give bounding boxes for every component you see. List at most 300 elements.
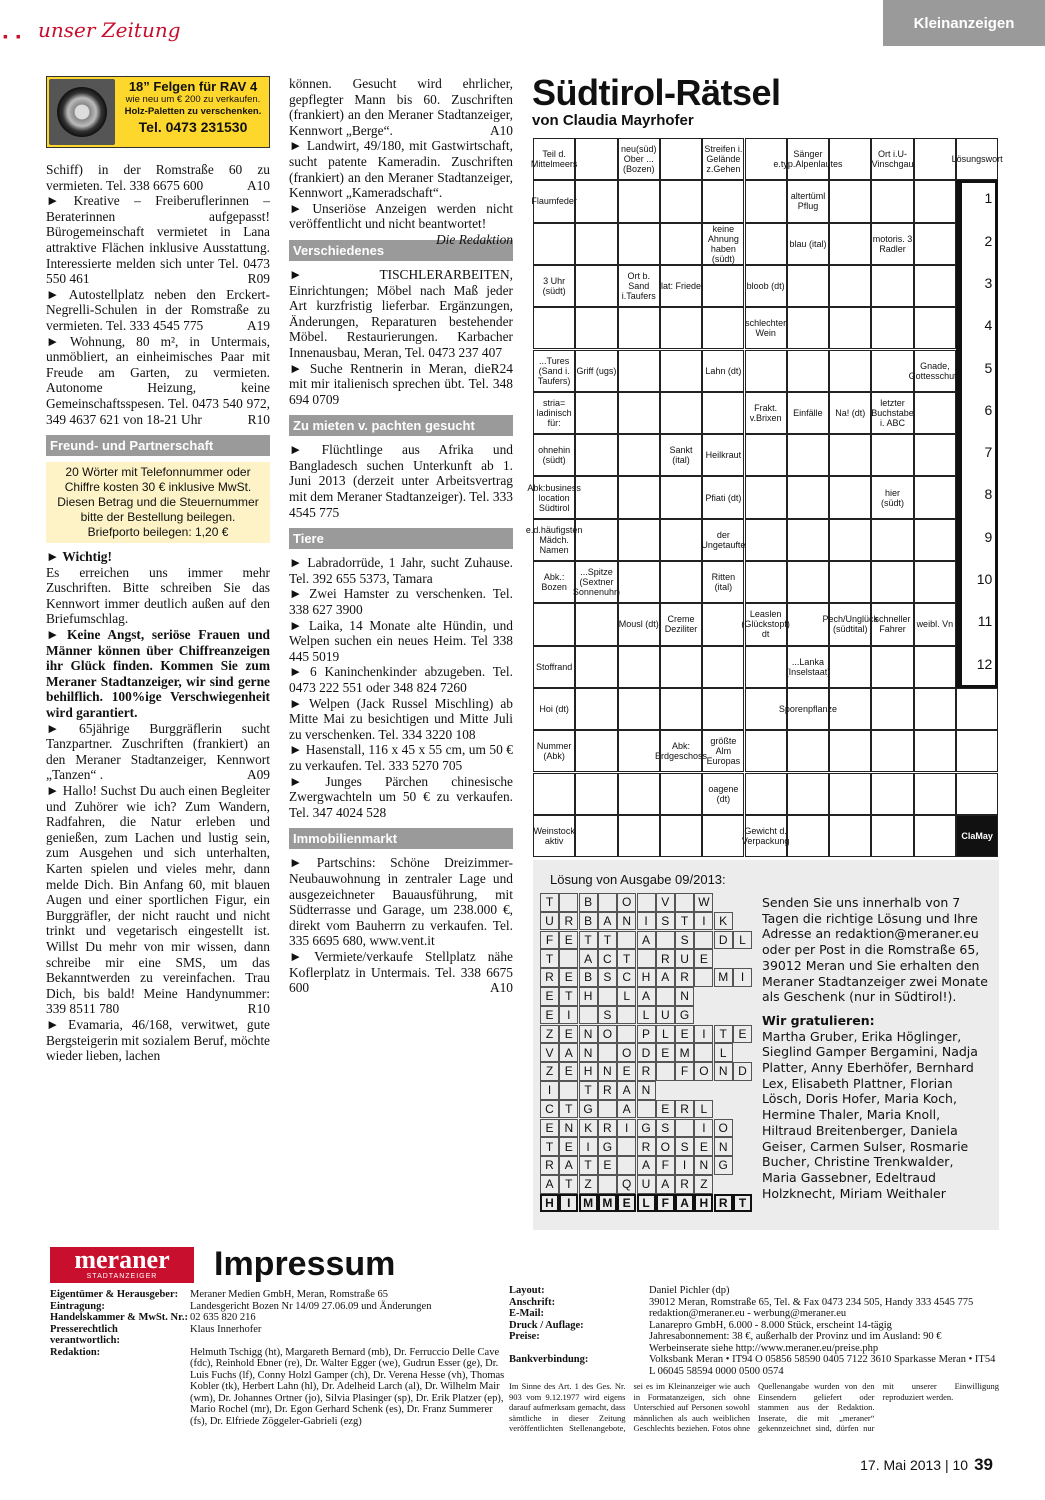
solution-cell xyxy=(559,893,578,912)
solution-cell: A xyxy=(617,1081,636,1100)
tire-ad xyxy=(46,76,270,148)
answer-cell[interactable] xyxy=(745,350,787,392)
clue-cell: Streifen i. Gelände z.Gehen xyxy=(702,138,744,180)
answer-cell[interactable] xyxy=(575,476,617,518)
clue-cell: Sporenpflanze xyxy=(787,688,829,730)
answer-cell[interactable] xyxy=(787,307,829,349)
solution-cell xyxy=(656,987,675,1006)
answer-cell[interactable] xyxy=(914,307,956,349)
clue-cell: Ort b. Sand i.Taufers xyxy=(618,265,660,307)
solution-cell: Z xyxy=(579,1175,598,1194)
solution-cell: R xyxy=(675,968,694,987)
solution-cell: F xyxy=(656,1156,675,1175)
impressum-row xyxy=(50,1324,505,1347)
clue-cell: ...Lanka (Inselstaat) xyxy=(787,646,829,688)
section-tab: Kleinanzeigen xyxy=(883,0,1045,46)
answer-cell[interactable] xyxy=(745,223,787,265)
solution-number: 3 xyxy=(984,274,993,291)
solution-cell: B xyxy=(579,968,598,987)
solution-cell: L xyxy=(656,1025,675,1044)
answer-cell[interactable] xyxy=(829,265,871,307)
answer-cell[interactable] xyxy=(575,603,617,645)
answer-cell[interactable] xyxy=(745,434,787,476)
page-number: 39 xyxy=(974,1455,993,1474)
classifieds-column-2 xyxy=(289,76,513,996)
clue-cell: bloob (dt) xyxy=(745,265,787,307)
solution-cell: S xyxy=(598,1006,617,1025)
ad-text: ► Wohnung, 80 m², in Untermais, unmöbliert, an einheimisches Paar mit Freude am Garten, zu vermieten. Autonome Heizung, keine Gemeinschaftsspesen. Tel. 0473 540 972, 349 4637 621 von 18-21 Uhr xyxy=(46,333,270,427)
answer-cell[interactable] xyxy=(618,519,660,561)
answer-cell[interactable] xyxy=(787,730,829,772)
answer-cell[interactable] xyxy=(871,519,913,561)
solution-cell: R xyxy=(675,1175,694,1194)
solution-cell: Z xyxy=(694,1175,713,1194)
solution-cell: E xyxy=(598,1156,617,1175)
section-header: Tiere xyxy=(289,528,513,549)
answer-cell[interactable] xyxy=(660,773,702,815)
answer-cell[interactable] xyxy=(660,223,702,265)
solution-cell: T xyxy=(540,949,559,968)
solution-cell: K xyxy=(714,912,733,931)
solution-number: 1 xyxy=(984,190,993,207)
answer-cell[interactable] xyxy=(575,688,617,730)
clue-cell: Pech/Unglück (südtital) xyxy=(829,603,871,645)
solution-number: 4 xyxy=(984,317,993,334)
answer-cell[interactable] xyxy=(575,392,617,434)
solution-cell xyxy=(598,893,617,912)
ad-text: ► Laika, 14 Monate alte Hündin, und Welpen suchen ein neues Heim. Tel 338 445 5019 xyxy=(289,617,513,664)
clue-cell: Einfälle xyxy=(787,392,829,434)
answer-cell[interactable] xyxy=(914,434,956,476)
answer-cell[interactable] xyxy=(871,815,913,857)
impressum-key: Preise: xyxy=(509,1331,540,1342)
solution-cell: T xyxy=(540,893,559,912)
solution-cell: L xyxy=(733,931,752,950)
solution-cell: G xyxy=(714,1156,733,1175)
answer-cell[interactable] xyxy=(871,773,913,815)
impressum-key: E-Mail: xyxy=(509,1308,544,1319)
answer-cell[interactable] xyxy=(871,688,913,730)
clue-cell: Abk.: Bozen xyxy=(533,561,575,603)
solution-cell: A xyxy=(579,949,598,968)
answer-cell[interactable] xyxy=(618,688,660,730)
answer-cell[interactable] xyxy=(745,688,787,730)
answer-cell[interactable] xyxy=(660,476,702,518)
answer-cell[interactable] xyxy=(575,138,617,180)
answer-cell[interactable] xyxy=(829,434,871,476)
answer-cell[interactable] xyxy=(829,646,871,688)
solution-cell: T xyxy=(579,1156,598,1175)
answer-cell[interactable] xyxy=(745,730,787,772)
clue-cell: Hoi (dt) xyxy=(533,688,575,730)
answer-cell[interactable] xyxy=(956,688,998,730)
solution-cell: E xyxy=(540,987,559,1006)
solution-cell: B xyxy=(579,893,598,912)
solution-cell: N xyxy=(579,1025,598,1044)
answer-cell[interactable] xyxy=(829,476,871,518)
answer-cell[interactable] xyxy=(829,773,871,815)
solution-cell xyxy=(694,968,713,987)
answer-cell[interactable] xyxy=(871,434,913,476)
answer-cell[interactable] xyxy=(914,180,956,222)
answer-cell[interactable] xyxy=(575,307,617,349)
answer-cell[interactable] xyxy=(618,476,660,518)
answer-cell[interactable] xyxy=(914,392,956,434)
solution-cell: A xyxy=(675,1194,694,1213)
impressum-row xyxy=(509,1308,999,1320)
answer-cell[interactable] xyxy=(787,476,829,518)
ad-text: ► Autostellplatz neben den Erckert-Negrelli-Schulen in der Romstraße zu vermieten. Tel. 333 4545 775 xyxy=(46,286,270,333)
answer-cell[interactable] xyxy=(702,307,744,349)
solution-cell xyxy=(694,1043,713,1062)
solution-cell: A xyxy=(559,1043,578,1062)
info-line: 20 Wörter mit Telefonnummer oder Chiffre kosten 30 € inklusive MwSt. xyxy=(64,465,252,495)
answer-cell[interactable] xyxy=(702,392,744,434)
clue-cell: Sankt (ital) xyxy=(660,434,702,476)
answer-cell[interactable] xyxy=(745,646,787,688)
ad-text: ► 65jährige Burggräflerin sucht Tanzpartner. Zuschriften (frankiert) an den Meraner Stadtanzeiger, Kennwort „Tanzen“ . xyxy=(46,720,270,783)
clue-cell: Gewicht d. Verpackung xyxy=(745,815,787,857)
answer-cell[interactable] xyxy=(533,603,575,645)
ad-text: ► Flüchtlinge aus Afrika und Bangladesch suchen Unterkunft ab 1. Juni 2013 (derzeit unter Arbeitsvertrag mit dem Meraner Stadtanzeiger). Tel. 333 4545 775 xyxy=(289,442,513,520)
answer-cell[interactable] xyxy=(618,815,660,857)
solution-cell: A xyxy=(656,1175,675,1194)
solution-cell: C xyxy=(540,1100,559,1119)
ad-text: ► Kreative – Freiberuflerinnen – Beraterinnen aufgepasst! Bürogemeinschaft vermietet in Lana attraktive Flächen inklusive Ausstattung. Interessierte melden sich unter Tel. 0473 550 461 xyxy=(46,193,270,287)
answer-cell[interactable] xyxy=(871,646,913,688)
solution-cell: T xyxy=(559,1175,578,1194)
ad-code: A09 xyxy=(246,767,270,783)
answer-cell[interactable] xyxy=(829,350,871,392)
solution-cell: M xyxy=(714,968,733,987)
solution-cell: R xyxy=(714,1194,733,1213)
answer-cell[interactable] xyxy=(618,434,660,476)
answer-cell[interactable] xyxy=(914,773,956,815)
answer-cell[interactable] xyxy=(660,350,702,392)
solution-number: 5 xyxy=(984,359,993,376)
answer-cell[interactable] xyxy=(745,519,787,561)
ad-text: ► Keine Angst, seriöse Frauen und Männer können über Chiffreanzeigen ihr Glück finden. Kommen Sie zum Meraner Stadtanzeiger, wir sind gerne behilflich. 100%ige Verschwiegenheit wird garantiert. xyxy=(46,627,270,721)
clue-cell: altertüml Pflug xyxy=(787,180,829,222)
answer-cell[interactable] xyxy=(618,646,660,688)
solution-cell: R xyxy=(540,968,559,987)
answer-cell[interactable] xyxy=(575,180,617,222)
ad-text: können. Gesucht wird ehrlicher, gepflegter Mann bis 60. Zuschriften (frankiert) an den Meraner Stadtanzeiger, Kennwort „Berge“. xyxy=(289,76,513,138)
solution-number: 11 xyxy=(977,613,993,630)
solution-cell: E xyxy=(559,1062,578,1081)
solution-cell: E xyxy=(675,1025,694,1044)
impressum-row xyxy=(50,1289,505,1301)
solution-cell: R xyxy=(656,949,675,968)
winners-heading: Wir gratulieren: xyxy=(762,1012,875,1028)
solution-cell: N xyxy=(714,1062,733,1081)
solution-cell: E xyxy=(617,1062,636,1081)
answer-cell[interactable] xyxy=(829,180,871,222)
clue-cell: Heilkraut xyxy=(702,434,744,476)
answer-cell[interactable] xyxy=(702,646,744,688)
solution-cell: A xyxy=(598,912,617,931)
impressum-value: Jahresabonnement: 38 €, außerhalb der Provinz und im Ausland: 90 € Werbeinserate siehe http://www.meraner.eu/preise.php xyxy=(649,1331,942,1354)
ad-code: A10 xyxy=(489,122,513,138)
solution-cell: N xyxy=(598,1062,617,1081)
answer-cell[interactable] xyxy=(914,223,956,265)
answer-cell[interactable] xyxy=(956,730,998,772)
solution-cell: N xyxy=(694,1156,713,1175)
clue-cell: ohnehin (südt) xyxy=(533,434,575,476)
clue-cell: schlechter Wein xyxy=(745,307,787,349)
answer-cell[interactable] xyxy=(914,265,956,307)
clue-cell: schneller Fahrer xyxy=(871,603,913,645)
solution-cell: U xyxy=(675,949,694,968)
solution-cell: Z xyxy=(540,1025,559,1044)
answer-cell[interactable] xyxy=(871,730,913,772)
solution-cell: Q xyxy=(617,1175,636,1194)
crossword-grid xyxy=(525,138,1003,858)
impressum-value: Lanarepro GmbH, 6.000 - 8.000 Stück, erscheint 14-tägig xyxy=(649,1319,892,1331)
solution-cell: O xyxy=(617,1043,636,1062)
answer-cell[interactable] xyxy=(660,646,702,688)
clue-cell: ...Spitze (Sextner Sonnenuhr) xyxy=(575,561,617,603)
solution-cell: A xyxy=(637,1156,656,1175)
solution-word-header: Lösungswort xyxy=(956,138,998,180)
answer-cell[interactable] xyxy=(618,773,660,815)
solution-cell xyxy=(617,931,636,950)
solution-cell: N xyxy=(675,987,694,1006)
answer-cell[interactable] xyxy=(575,434,617,476)
answer-cell[interactable] xyxy=(575,815,617,857)
answer-cell[interactable] xyxy=(702,815,744,857)
solution-cell: Z xyxy=(540,1062,559,1081)
answer-cell[interactable] xyxy=(660,307,702,349)
answer-cell[interactable] xyxy=(787,434,829,476)
ad-text: ► Vermiete/verkaufe Stellplatz nähe Koflerplatz in Untermais. Tel. 338 6675 600 xyxy=(289,948,513,996)
answer-cell[interactable] xyxy=(914,476,956,518)
answer-cell[interactable] xyxy=(914,138,956,180)
clue-cell: Griff (ugs) xyxy=(575,350,617,392)
answer-cell[interactable] xyxy=(787,519,829,561)
solution-number: 8 xyxy=(984,486,993,503)
solution-cell: N xyxy=(617,912,636,931)
answer-cell[interactable] xyxy=(660,180,702,222)
answer-cell[interactable] xyxy=(533,223,575,265)
impressum-key: Bankverbindung: xyxy=(509,1354,589,1365)
impressum-key: Eigentümer & Herausgeber: xyxy=(50,1289,179,1300)
answer-cell[interactable] xyxy=(533,307,575,349)
solution-cell: I xyxy=(637,912,656,931)
solution-cell: S xyxy=(675,1137,694,1156)
answer-cell[interactable] xyxy=(660,519,702,561)
answer-cell[interactable] xyxy=(787,773,829,815)
answer-cell[interactable] xyxy=(829,307,871,349)
ad-text: ► Junges Pärchen chinesische Zwergwachteln um 50 € zu verkaufen. Tel. 347 4024 528 xyxy=(289,773,513,820)
answer-cell[interactable] xyxy=(787,603,829,645)
legal-notice: Im Sinne des Art. 1 des Ges. Nr. 903 vom 9.12.1977 wird eigens darauf aufmerksam gemacht, dass sämtliche in dieser Zeitung veröffentlichten Stellenangebote, sei es im Kleinanzeiger wie auch in Formatanzeigen, sich ohne Unterschied auf Personen sowohl männlichen als auch weiblichen Geschlechts beziehen. Fotos ohne Quellenangabe wurden von den Einsendern geliefert oder stammen aus der Redaktion. Inserate, die mit „meraner“ gekennzeichnet sind, dürfen nur mit unserer Einwilligung reproduziert werden. xyxy=(509,1381,999,1433)
solution-cell: M xyxy=(598,1194,617,1213)
impressum-key: Anschrift: xyxy=(509,1296,556,1308)
answer-cell[interactable] xyxy=(618,730,660,772)
answer-cell[interactable] xyxy=(660,815,702,857)
impressum-value: Klaus Innerhofer xyxy=(190,1323,262,1335)
solution-cell: S xyxy=(598,968,617,987)
solution-cell: A xyxy=(540,1175,559,1194)
answer-cell[interactable] xyxy=(618,223,660,265)
answer-cell[interactable] xyxy=(914,561,956,603)
answer-cell[interactable] xyxy=(575,265,617,307)
answer-cell[interactable] xyxy=(787,350,829,392)
clue-cell: Lahn (dt) xyxy=(702,350,744,392)
answer-cell[interactable] xyxy=(914,730,956,772)
answer-cell[interactable] xyxy=(829,223,871,265)
solution-cell xyxy=(598,1175,617,1194)
clue-cell: Ritten (ital) xyxy=(702,561,744,603)
solution-cell: T xyxy=(559,987,578,1006)
answer-cell[interactable] xyxy=(787,265,829,307)
solution-cell xyxy=(694,931,713,950)
solution-cell: S xyxy=(675,931,694,950)
impressum-left xyxy=(50,1289,505,1427)
answer-cell[interactable] xyxy=(702,688,744,730)
solution-cell: E xyxy=(694,949,713,968)
solution-cell: E xyxy=(559,968,578,987)
answer-cell[interactable] xyxy=(829,138,871,180)
solution-cell: T xyxy=(579,1081,598,1100)
answer-cell[interactable] xyxy=(702,265,744,307)
meraner-logo xyxy=(50,1247,194,1283)
answer-cell[interactable] xyxy=(914,815,956,857)
answer-cell[interactable] xyxy=(745,773,787,815)
solution-cell: E xyxy=(656,1043,675,1062)
answer-cell[interactable] xyxy=(618,561,660,603)
answer-cell[interactable] xyxy=(660,392,702,434)
solution-cell: R xyxy=(637,1062,656,1081)
ad-text: ► Welpen (Jack Russel Mischling) ab Mitte Mai zu besichtigen und Mitte Juli zu verschenken. Tel. 334 3220 108 xyxy=(289,695,513,742)
solution-cell: L xyxy=(714,1043,733,1062)
answer-cell[interactable] xyxy=(575,730,617,772)
answer-cell[interactable] xyxy=(829,561,871,603)
publication-logo: unser Zeitung xyxy=(38,18,181,42)
answer-cell[interactable] xyxy=(745,476,787,518)
ad-text: ► Landwirt, 49/180, mit Gastwirtschaft, sucht patente Kameradin. Zuschriften (frankiert) an den Meraner Stadtanzeiger, Kennwort „Kameradschaft“. xyxy=(289,138,513,201)
solution-cell: E xyxy=(559,931,578,950)
solution-cell: L xyxy=(617,987,636,1006)
solution-cell: R xyxy=(637,1137,656,1156)
impressum-key: Handelskammer & MwSt. Nr.: xyxy=(50,1312,188,1323)
answer-cell[interactable] xyxy=(787,561,829,603)
ad-heading: ► Wichtig! xyxy=(46,549,112,565)
solution-cell: H xyxy=(694,1194,713,1213)
solution-cell: R xyxy=(675,1100,694,1119)
answer-cell[interactable] xyxy=(660,688,702,730)
answer-cell[interactable] xyxy=(618,392,660,434)
solution-cell: G xyxy=(579,1100,598,1119)
answer-cell[interactable] xyxy=(702,603,744,645)
answer-cell[interactable] xyxy=(914,646,956,688)
impressum-value: Helmuth Tschigg (ht), Margareth Bernard (mb), Dr. Ferruccio Delle Cave (fdc), Reinhold Ebner (re), Dr. Walter Egger (we), Gudrun Esser (ge), Dr. Luis Fuchs (lf), Conny Holzl Gamper (ch), Dr. Verena Hesse (vh), Thomas Kobler (tk), Herbert Lahn (hl), Dr. Adelheid Larch (al), Dr. Wilhelm Mair (wm), Dr. Johannes Ortner (jo), Silvia Plasinger (sp), Dr. Erik Platzer (ep), Mario Rochel (mr), Dr. Egon Gerhard Schenk (es), Dr. Franz Summerer (fs), Dr. Elfriede Zöggeler-Gabrieli (ezg) xyxy=(190,1346,505,1427)
impressum-row xyxy=(509,1354,999,1377)
solution-cell: M xyxy=(579,1194,598,1213)
answer-cell[interactable] xyxy=(829,815,871,857)
solution-word-column xyxy=(956,180,998,688)
solution-cell: I xyxy=(694,912,713,931)
solution-cell: R xyxy=(598,1081,617,1100)
answer-cell[interactable] xyxy=(829,519,871,561)
solution-cell: D xyxy=(637,1043,656,1062)
answer-cell[interactable] xyxy=(914,688,956,730)
answer-cell[interactable] xyxy=(533,773,575,815)
answer-cell[interactable] xyxy=(829,730,871,772)
answer-cell[interactable] xyxy=(618,307,660,349)
solution-cell: I xyxy=(559,1194,578,1213)
answer-cell[interactable] xyxy=(575,519,617,561)
solution-cell: N xyxy=(559,1119,578,1138)
ad-title: 18” Felgen für RAV 4 xyxy=(128,79,258,94)
ad-code: A19 xyxy=(246,317,270,333)
answer-cell[interactable] xyxy=(745,561,787,603)
answer-cell[interactable] xyxy=(871,350,913,392)
answer-cell[interactable] xyxy=(745,180,787,222)
clue-cell: Weinstock aktiv xyxy=(533,815,575,857)
clue-cell: letzter Buchstabe i. ABC xyxy=(871,392,913,434)
answer-cell[interactable] xyxy=(956,773,998,815)
answer-cell[interactable] xyxy=(660,138,702,180)
ad-sub1: wie neu um € 200 zu verkaufen. xyxy=(125,94,261,105)
answer-cell[interactable] xyxy=(829,688,871,730)
winners-list: Martha Gruber, Erika Höglinger, Sieglind Gamper Bergamini, Nadja Platter, Anny Eberhöfer, Bernhard Lex, Elisabeth Plattner, Florian Lösch, Doris Hofer, Maria Koch, Hermine Thaler, Maria Knoll, Hiltraud Breitenberger, Daniela Geiser, Carmen Sulser, Rosmarie Bucher, Christine Trenkwalder, Maria Gassebner, Edeltraud Holzknecht, Miriam Weithaler xyxy=(762,1028,978,1201)
ad-sub2: Holz-Paletten zu verschenken. xyxy=(124,106,262,117)
solution-cell xyxy=(675,893,694,912)
clue-cell: Frakt. v.Brixen xyxy=(745,392,787,434)
solution-cell: I xyxy=(540,1081,559,1100)
ad-phone: Tel. 0473 231530 xyxy=(138,119,248,135)
solution-cell: T xyxy=(559,1100,578,1119)
clue-cell: neu(süd) Ober ... (Bozen) xyxy=(618,138,660,180)
answer-cell[interactable] xyxy=(871,265,913,307)
answer-cell[interactable] xyxy=(618,350,660,392)
answer-cell[interactable] xyxy=(871,307,913,349)
answer-cell[interactable] xyxy=(575,773,617,815)
solution-number: 2 xyxy=(984,232,993,249)
solution-cell xyxy=(675,1119,694,1138)
solution-cell xyxy=(637,893,656,912)
answer-cell[interactable] xyxy=(575,223,617,265)
impressum-row xyxy=(509,1297,999,1309)
answer-cell[interactable] xyxy=(660,561,702,603)
solution-cell: H xyxy=(637,968,656,987)
answer-cell[interactable] xyxy=(575,646,617,688)
answer-cell[interactable] xyxy=(787,815,829,857)
answer-cell[interactable] xyxy=(914,519,956,561)
ad-text: ► Labradorrüde, 1 Jahr, sucht Zuhause. Tel. 392 655 5373, Tamara xyxy=(289,555,513,586)
solution-cell: G xyxy=(598,1137,617,1156)
solution-cell: A xyxy=(617,1100,636,1119)
answer-cell[interactable] xyxy=(745,138,787,180)
info-line: Diesen Betrag und die Steuernummer bitte der Bestellung beilegen. xyxy=(57,495,259,525)
impressum-row xyxy=(509,1331,999,1354)
answer-cell[interactable] xyxy=(871,561,913,603)
answer-cell[interactable] xyxy=(618,180,660,222)
answer-cell[interactable] xyxy=(871,180,913,222)
solution-cell: G xyxy=(675,1006,694,1025)
solution-number: 9 xyxy=(984,528,993,545)
answer-cell[interactable] xyxy=(702,180,744,222)
clue-cell: ...Tures (Sand i. Taufers) xyxy=(533,350,575,392)
impressum-title: Impressum xyxy=(214,1245,396,1283)
solution-cell: S xyxy=(656,1119,675,1138)
solution-cell: R xyxy=(598,1119,617,1138)
solution-cell: V xyxy=(656,893,675,912)
clue-cell: ClaMay xyxy=(956,815,998,857)
page-footer xyxy=(860,1455,993,1475)
